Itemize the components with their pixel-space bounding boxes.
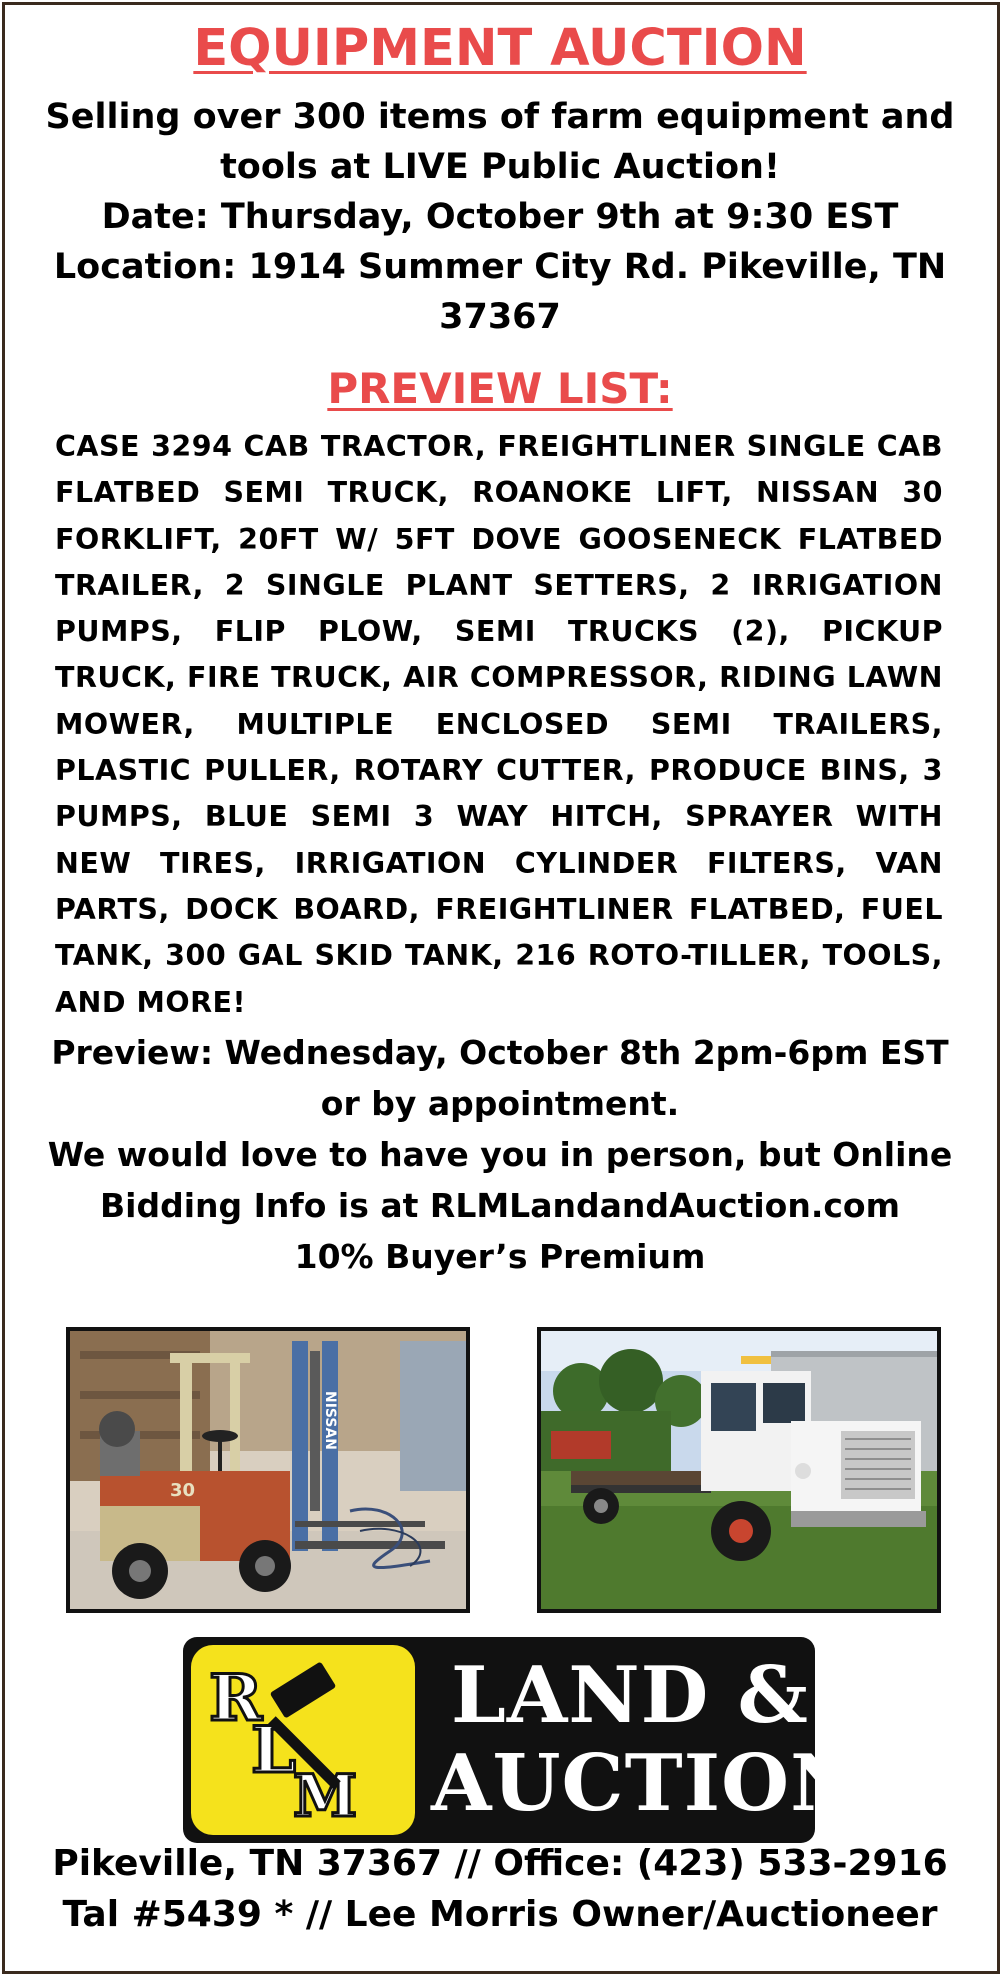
logo-letter-r: R <box>209 1661 263 1736</box>
forklift-photo <box>66 1327 470 1613</box>
footer <box>0 1838 1000 1940</box>
office-contact: Pikeville, TN 37367 // Office: (423) 533-2916 <box>52 1843 948 1884</box>
svg-text:30: 30 <box>170 1480 196 1501</box>
info-block <box>30 1027 970 1282</box>
svg-text:NISSAN: NISSAN <box>322 1391 338 1451</box>
flatbed-truck-photo <box>537 1327 941 1613</box>
logo-emblem <box>191 1645 415 1835</box>
auction-location: Location: 1914 Summer City Rd. Pikeville, TN <box>53 247 947 287</box>
auction-date: Date: Thursday, October 9th at 9:30 EST <box>101 197 899 237</box>
preview-time: Preview: Wednesday, October 8th 2pm-6pm EST <box>51 1033 949 1072</box>
preview-list-heading: PREVIEW LIST: <box>327 364 673 413</box>
intro-block <box>40 92 960 342</box>
appointment-note: or by appointment. <box>320 1084 680 1123</box>
rlm-logo <box>183 1637 863 1843</box>
auction-title: EQUIPMENT AUCTION <box>193 19 807 78</box>
forklift-illustration <box>70 1331 466 1609</box>
buyers-premium: 10% Buyer’s Premium <box>294 1237 706 1276</box>
forklift-mast-label <box>322 1391 338 1450</box>
intro-line: Selling over 300 items of farm equipment and <box>45 97 955 137</box>
logo-word-land: LAND & <box>451 1650 809 1741</box>
online-bidding-note: We would love to have you in person, but Online <box>47 1135 953 1174</box>
gavel-icon <box>191 1645 415 1835</box>
logo-letter-l: L <box>251 1713 296 1788</box>
logo-word-auction: AUCTION <box>431 1738 863 1829</box>
auction-zip: 37367 <box>439 297 561 337</box>
intro-line: tools at LIVE Public Auction! <box>220 147 780 187</box>
preview-item-list: CASE 3294 CAB TRACTOR, FREIGHTLINER SINGLE CAB FLATBED SEMI TRUCK, ROANOKE LIFT, NISSAN 30 FORKLIFT, 20FT W/ 5FT DOVE GOOSENECK FLATBED TRAILER, 2 SINGLE PLANT SETTERS, 2 IRRIGATION PUMPS, FLIP PLOW, SEMI TRUCKS (2), PICKUP TRUCK, FIRE TRUCK, AIR COMPRESSOR, RIDING LAWN MOWER, MULTIPLE ENCLOSED SEMI TRAILERS, PLASTIC PULLER, ROTARY CUTTER, PRODUCE BINS, 3 PUMPS, BLUE SEMI 3 WAY HITCH, SPRAYER WITH NEW TIRES, IRRIGATION CYLINDER FILTERS, VAN PARTS, DOCK BOARD, FREIGHTLINER FLATBED, FUEL TANK, 300 GAL SKID TANK, 216 ROTO-TILLER, TOOLS, AND MORE! <box>55 430 943 1019</box>
truck-illustration <box>541 1331 937 1609</box>
logo-letter-m: M <box>293 1762 358 1830</box>
website-line: Bidding Info is at RLMLandandAuction.com <box>100 1186 900 1225</box>
auctioneer-license: Tal #5439 * // Lee Morris Owner/Auctioneer <box>62 1894 938 1935</box>
